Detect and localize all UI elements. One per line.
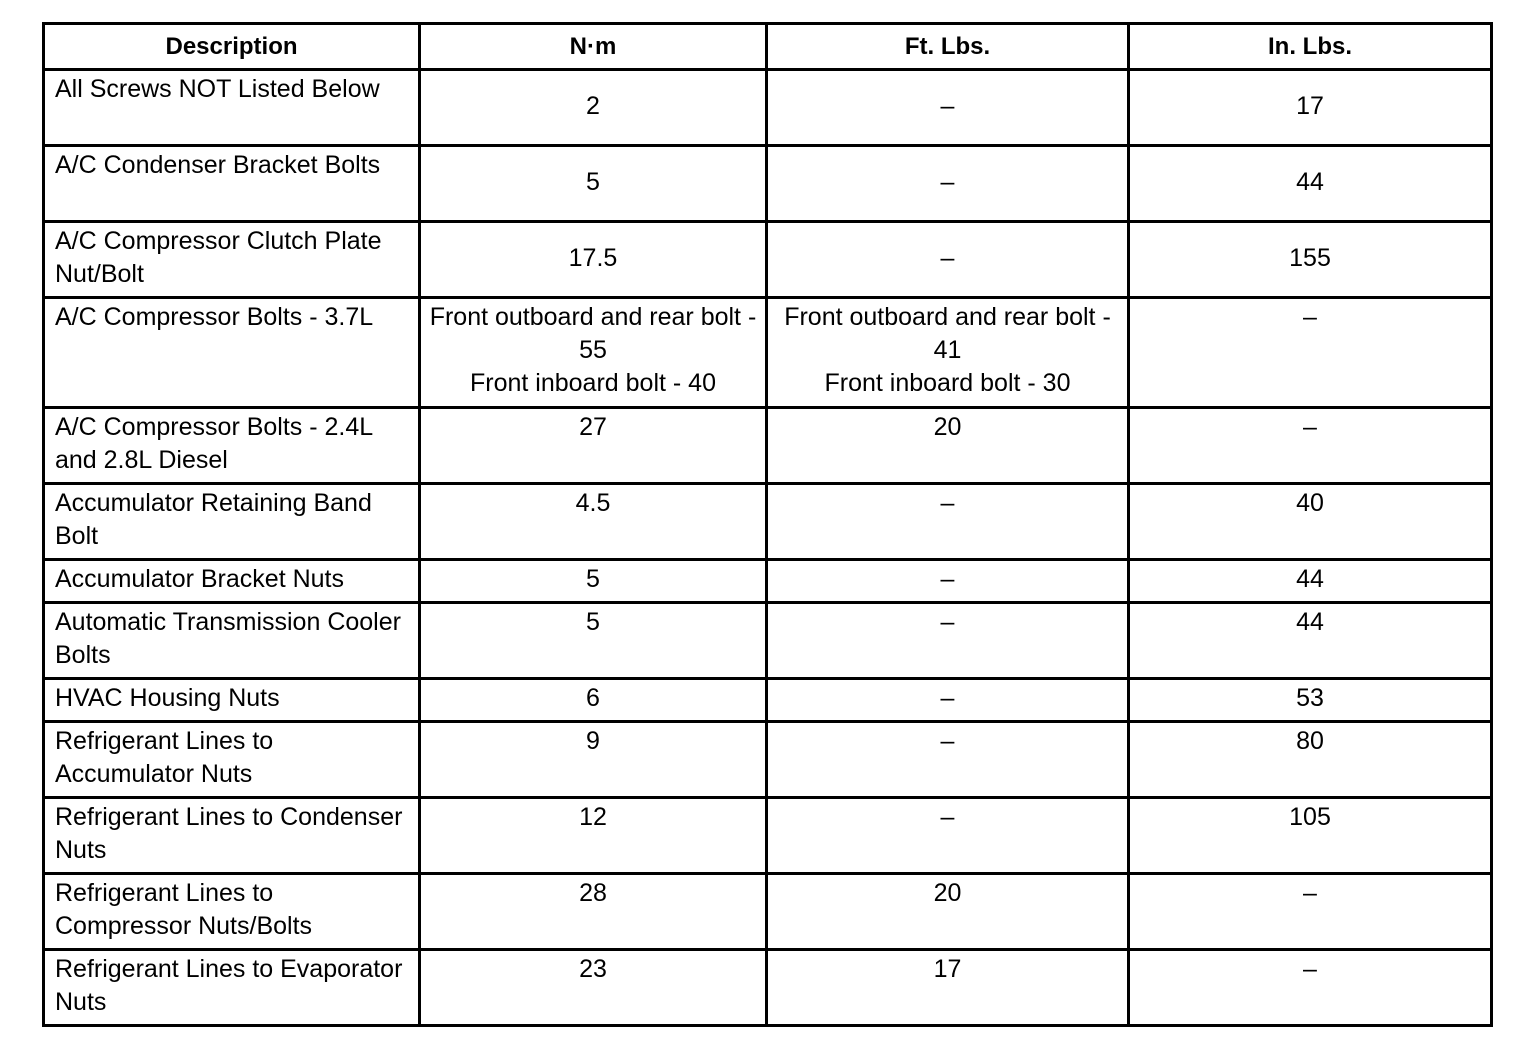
row-nm-value: 9: [420, 722, 767, 798]
row-description: HVAC Housing Nuts: [44, 679, 420, 722]
row-nm-value: 12: [420, 798, 767, 874]
row-nm-value: 23: [420, 950, 767, 1026]
row-nm-value: 5: [420, 146, 767, 222]
row-description: Accumulator Retaining Band Bolt: [44, 484, 420, 560]
row-description: Refrigerant Lines to Condenser Nuts: [44, 798, 420, 874]
table-row: [44, 146, 1492, 222]
nm-outboard-rear-spec: Front outboard and rear bolt - 55: [429, 303, 757, 364]
row-inlb-value: 44: [1129, 603, 1492, 679]
row-ftlb-value: –: [767, 146, 1129, 222]
header-inch-pounds: In. Lbs.: [1129, 24, 1492, 70]
ftlb-outboard-rear-spec: Front outboard and rear bolt - 41: [784, 303, 1111, 364]
row-nm-value: 4.5: [420, 484, 767, 560]
table-row: [44, 484, 1492, 560]
row-inlb-value: 155: [1129, 222, 1492, 298]
row-inlb-value: 44: [1129, 146, 1492, 222]
row-ftlb-value: 17: [767, 950, 1129, 1026]
row-description: A/C Compressor Bolts - 2.4L and 2.8L Diesel: [44, 408, 420, 484]
row-inlb-value: 80: [1129, 722, 1492, 798]
row-nm-value: 2: [420, 70, 767, 146]
row-description: Accumulator Bracket Nuts: [44, 560, 420, 603]
row-description: A/C Compressor Clutch Plate Nut/Bolt: [44, 222, 420, 298]
nm-inboard-spec: Front inboard bolt - 40: [470, 369, 716, 397]
fastener-torque-table: [42, 22, 1493, 1027]
row-nm-value: 5: [420, 560, 767, 603]
row-inlb-value: 105: [1129, 798, 1492, 874]
row-nm-value: [420, 298, 767, 408]
row-description: A/C Condenser Bracket Bolts: [44, 146, 420, 222]
ftlb-inboard-spec: Front inboard bolt - 30: [824, 369, 1071, 397]
header-description: Description: [44, 24, 420, 70]
row-ftlb-value: 20: [767, 408, 1129, 484]
row-inlb-value: –: [1129, 950, 1492, 1026]
row-inlb-value: 17: [1129, 70, 1492, 146]
row-description: Refrigerant Lines to Accumulator Nuts: [44, 722, 420, 798]
row-inlb-value: 53: [1129, 679, 1492, 722]
row-ftlb-value: 20: [767, 874, 1129, 950]
row-ftlb-value: [767, 298, 1129, 408]
table-row: [44, 722, 1492, 798]
row-ftlb-value: –: [767, 560, 1129, 603]
row-nm-value: 6: [420, 679, 767, 722]
row-ftlb-value: –: [767, 798, 1129, 874]
table-row: [44, 222, 1492, 298]
table-row: [44, 408, 1492, 484]
row-inlb-value: –: [1129, 298, 1492, 408]
row-nm-value: 27: [420, 408, 767, 484]
table-row: [44, 679, 1492, 722]
header-foot-pounds: Ft. Lbs.: [767, 24, 1129, 70]
table-row: [44, 950, 1492, 1026]
row-ftlb-value: –: [767, 603, 1129, 679]
row-description: All Screws NOT Listed Below: [44, 70, 420, 146]
row-ftlb-value: –: [767, 222, 1129, 298]
row-description: Refrigerant Lines to Evaporator Nuts: [44, 950, 420, 1026]
row-description: Automatic Transmission Cooler Bolts: [44, 603, 420, 679]
row-nm-value: 5: [420, 603, 767, 679]
row-ftlb-value: –: [767, 484, 1129, 560]
row-ftlb-value: –: [767, 722, 1129, 798]
row-inlb-value: –: [1129, 408, 1492, 484]
table-header-row: [44, 24, 1492, 70]
table-row: [44, 798, 1492, 874]
row-nm-value: 28: [420, 874, 767, 950]
row-inlb-value: –: [1129, 874, 1492, 950]
row-description: A/C Compressor Bolts - 3.7L: [44, 298, 420, 408]
row-inlb-value: 40: [1129, 484, 1492, 560]
table-row: [44, 70, 1492, 146]
row-nm-value: 17.5: [420, 222, 767, 298]
row-ftlb-value: –: [767, 70, 1129, 146]
row-inlb-value: 44: [1129, 560, 1492, 603]
header-newton-meters: N·m: [420, 24, 767, 70]
table-row: [44, 298, 1492, 408]
row-description: Refrigerant Lines to Compressor Nuts/Bolts: [44, 874, 420, 950]
table-row: [44, 874, 1492, 950]
table-row: [44, 560, 1492, 603]
table-row: [44, 603, 1492, 679]
row-ftlb-value: –: [767, 679, 1129, 722]
